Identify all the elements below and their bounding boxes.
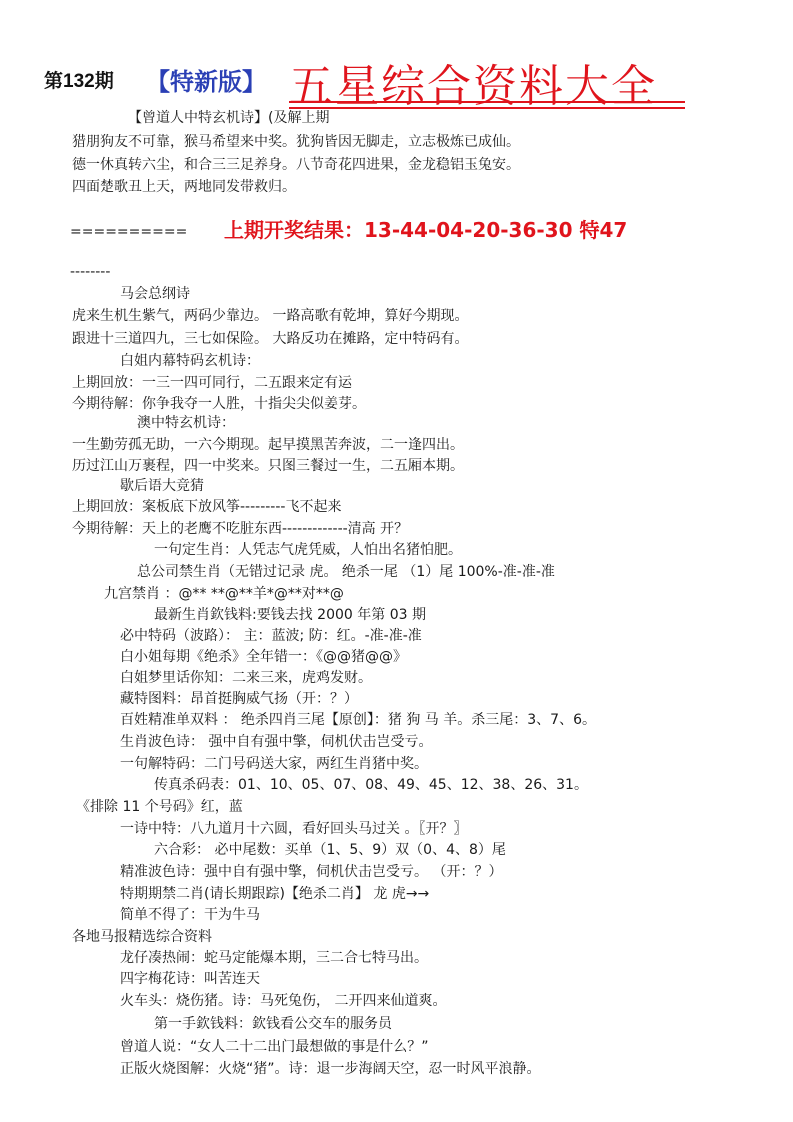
text-line: 曾道人说：“女人二十二出门最想做的事是什么？” bbox=[120, 1039, 429, 1055]
brand-title: 五星综合资料大全 bbox=[289, 61, 657, 112]
text-line: 精准波色诗：强中自有强中擎，伺机伏击岂受亏。 （开：？） bbox=[120, 864, 503, 880]
text-line: 《排除 11 个号码》红，蓝 bbox=[76, 799, 243, 815]
section-heading: 澳中特玄机诗： bbox=[137, 415, 235, 431]
text-line: 四字梅花诗：叫苦连天 bbox=[120, 971, 260, 987]
page-header bbox=[0, 0, 793, 110]
text-line: 虎来生机生紫气，两码少靠边。 一路高歌有乾坤，算好今期现。 bbox=[72, 308, 469, 324]
text-line: 正版火烧图解：火烧“猪”。诗：退一步海阔天空，忍一时风平浪静。 bbox=[120, 1061, 541, 1077]
brand-underline-bottom bbox=[289, 107, 685, 109]
text-line: 上期回放：案板底下放风筝---------飞不起来 bbox=[72, 499, 342, 515]
text-line: 一诗中特：八九道月十六圆，看好回头马过关 。〖开？〗 bbox=[120, 821, 468, 837]
text-line: 传真杀码表：01、10、05、07、08、49、45、12、38、26、31。 bbox=[154, 777, 588, 793]
edition-label: 【特新版】 bbox=[146, 68, 266, 96]
text-line: 白姐梦里话你知：二来三来，虎鸡发财。 bbox=[120, 670, 372, 686]
text-line: 龙仔凑热闹：蛇马定能爆本期，三二合七特马出。 bbox=[120, 950, 428, 966]
issue-number: 第132期 bbox=[44, 71, 114, 92]
text-line: 生肖波色诗： 强中自有强中擎，伺机伏击岂受亏。 bbox=[120, 734, 433, 750]
text-line: 今期待解：天上的老鹰不吃脏东西-------------清高 开？ bbox=[72, 521, 409, 537]
text-line: 历过江山万裹程，四一中奖来。只图三餐过一生，二五厢本期。 bbox=[72, 458, 464, 474]
text-line: 跟进十三道四九，三七如保险。 大路反功在摊路，定中特码有。 bbox=[72, 331, 469, 347]
text-line: 一生勤劳孤无助，一六今期现。起早摸黑苦奔波，二一逢四出。 bbox=[72, 437, 464, 453]
section-heading: 马会总纲诗 bbox=[120, 286, 190, 302]
verse-title: 【曾道人中特玄机诗】(及解上期 bbox=[128, 110, 330, 126]
last-draw-results: 上期开奖结果：13-44-04-20-36-30 特47 bbox=[224, 218, 628, 242]
text-line: 第一手欽钱料：欽钱看公交车的服务员 bbox=[154, 1016, 392, 1032]
text-line: 必中特码（波路）： 主：蓝波; 防：红。-准-准-准 bbox=[120, 628, 422, 644]
text-line: 德一休真转六尘，和合三三足养身。八节奇花四进果，金龙稳铝玉兔安。 bbox=[72, 157, 520, 173]
text-line: 六合彩： 必中尾数：买单（1、5、9）双（0、4、8）尾 bbox=[154, 842, 506, 858]
brand-underline-top bbox=[289, 101, 685, 103]
section-heading: 歇后语大竞猜 bbox=[120, 478, 204, 494]
separator-dashes: -------- bbox=[70, 264, 111, 280]
text-line: 四面楚歌丑上天，两地同发带救归。 bbox=[72, 179, 296, 195]
text-line: 猎朋狗友不可靠，猴马希望来中奖。犹狗皆因无脚走，立志极炼已成仙。 bbox=[72, 134, 520, 150]
text-line: 一句解特码：二门号码送大家，两红生肖猪中奖。 bbox=[120, 756, 428, 772]
text-line: 特期期禁二肖(请长期跟踪)【绝杀二肖】 龙 虎→→ bbox=[120, 886, 430, 902]
text-line: 九宫禁肖 ：@** **@**羊*@**对**@ bbox=[104, 586, 344, 602]
text-line: 总公司禁生肖（无错过记录 虎。 绝杀一尾 （1）尾 100%-准-准-准 bbox=[137, 564, 555, 580]
text-line: 藏特图料：昂首挺胸威气扬（开：？） bbox=[120, 691, 358, 707]
text-line: 最新生肖欽钱料:要钱去找 2000 年第 03 期 bbox=[154, 607, 426, 623]
text-line: 火车头：烧伤猪。诗：马死兔伤， 二开四来仙道爽。 bbox=[120, 993, 447, 1009]
text-line: 百姓精准单双料 ： 绝杀四肖三尾【原创】：猪 狗 马 羊。杀三尾：3、7、6。 bbox=[120, 712, 596, 728]
text-line: 上期回放：一三一四可同行，二五跟来定有运 bbox=[72, 375, 352, 391]
text-line: 白小姐每期《绝杀》全年错一：《@@猪@@》 bbox=[120, 649, 407, 665]
separator-equals: ========== bbox=[70, 224, 188, 240]
text-line: 一句定生肖：人凭志气虎凭威，人怕出名猪怕肥。 bbox=[154, 542, 462, 558]
text-line: 简单不得了：干为牛马 bbox=[120, 907, 260, 923]
section-heading: 各地马报精选综合资料 bbox=[72, 929, 212, 945]
section-heading: 白姐内幕特码玄机诗： bbox=[120, 353, 260, 369]
text-line: 今期待解：你争我夺一人胜，十指尖尖似姜芽。 bbox=[72, 396, 366, 412]
